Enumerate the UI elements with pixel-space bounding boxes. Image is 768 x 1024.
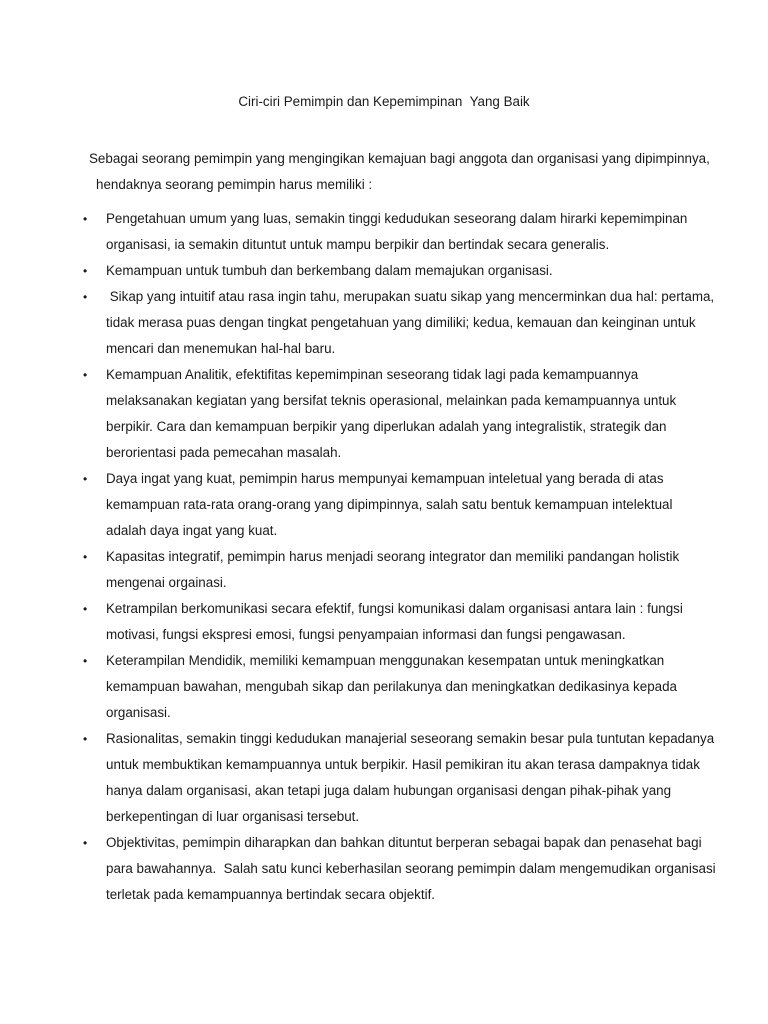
list-item-line: berpikir. Cara dan kemampuan berpikir yang diperlukan adalah yang integralistik, strategik dan [106,419,667,434]
list-item [0,726,768,830]
bullet-icon: • [83,368,88,382]
list-item-line: Sikap yang intuitif atau rasa ingin tahu, merupakan suatu sikap yang mencerminkan dua hal: pertama, [106,289,715,304]
bullet-list [0,206,768,908]
intro-line: hendaknya seorang pemimpin harus memiliki : [96,177,373,192]
document-title: Ciri-ciri Pemimpin dan Kepemimpinan Yang Baik [238,94,530,109]
list-item-line: kemampuan bawahan, mengubah sikap dan perilakunya dan meningkatkan dedikasinya kepada [106,679,677,694]
list-item-line: Kapasitas integratif, pemimpin harus menjadi seorang integrator dan memiliki pandangan holistik [106,549,680,564]
bullet-icon: • [83,212,88,226]
list-item-line: terletak pada kemampuannya bertindak secara objektif. [106,887,436,902]
list-item-line: para bawahannya. Salah satu kunci keberhasilan seorang pemimpin dalam mengemudikan organisasi [106,861,716,876]
list-item [0,466,768,544]
bullet-icon: • [83,290,88,304]
bullet-icon: • [83,836,88,850]
list-item [0,830,768,908]
list-item-line: kemampuan rata-rata orang-orang yang dipimpinnya, salah satu bentuk kemampuan intelektual [106,497,673,512]
list-item-line: Kemampuan Analitik, efektifitas kepemimpinan seseorang tidak lagi pada kemampuannya [106,367,639,382]
list-item-line: hanya dalam organisasi, akan tetapi juga dalam hubungan organisasi dengan pihak-pihak yang [106,783,672,798]
bullet-icon: • [83,602,88,616]
list-item-line: Keterampilan Mendidik, memiliki kemampuan menggunakan kesempatan untuk meningkatkan [106,653,665,668]
list-item-line: mengenai orgainasi. [106,575,227,590]
list-item [0,258,768,284]
bullet-icon: • [83,264,88,278]
list-item-line: berorientasi pada pemecahan masalah. [106,445,342,460]
list-item-line: Daya ingat yang kuat, pemimpin harus mempunyai kemampuan inteletual yang berada di atas [106,471,664,486]
intro-paragraph [89,146,710,198]
list-item-line: Kemampuan untuk tumbuh dan berkembang dalam memajukan organisasi. [106,263,553,278]
list-item [0,362,768,466]
bullet-icon: • [83,732,88,746]
list-item-line: motivasi, fungsi ekspresi emosi, fungsi penyampaian informasi dan fungsi pengawasan. [106,627,626,642]
intro-line: Sebagai seorang pemimpin yang mengingikan kemajuan bagi anggota dan organisasi yang dipimpinnya, [89,151,710,166]
list-item [0,648,768,726]
bullet-icon: • [83,654,88,668]
list-item [0,206,768,258]
list-item [0,596,768,648]
bullet-icon: • [83,550,88,564]
list-item-line: untuk membuktikan kemampuannya untuk berpikir. Hasil pemikiran itu akan terasa dampaknya tidak [106,757,700,772]
list-item-line: melaksanakan kegiatan yang bersifat teknis operasional, melainkan pada kemampuannya untuk [106,393,677,408]
list-item-line: mencari dan menemukan hal-hal baru. [106,341,336,356]
list-item-line: Objektivitas, pemimpin diharapkan dan bahkan dituntut berperan sebagai bapak dan penasehat bagi [106,835,702,850]
list-item-line: adalah daya ingat yang kuat. [106,523,278,538]
list-item-line: Pengetahuan umum yang luas, semakin tinggi kedudukan seseorang dalam hirarki kepemimpinan [106,211,688,226]
list-item-line: Rasionalitas, semakin tinggi kedudukan manajerial seseorang semakin besar pula tuntutan kepadanya [106,731,715,746]
bullet-icon: • [83,472,88,486]
list-item [0,544,768,596]
list-item-line: organisasi, ia semakin dituntut untuk mampu berpikir dan bertindak secara generalis. [106,237,610,252]
list-item [0,284,768,362]
list-item-line: tidak merasa puas dengan tingkat pengetahuan yang dimiliki; kedua, kemauan dan keinginan untuk [106,315,696,330]
list-item-line: Ketrampilan berkomunikasi secara efektif, fungsi komunikasi dalam organisasi antara lain : fungsi [106,601,683,616]
list-item-line: berkepentingan di luar organisasi tersebut. [106,809,360,824]
list-item-line: organisasi. [106,705,171,720]
